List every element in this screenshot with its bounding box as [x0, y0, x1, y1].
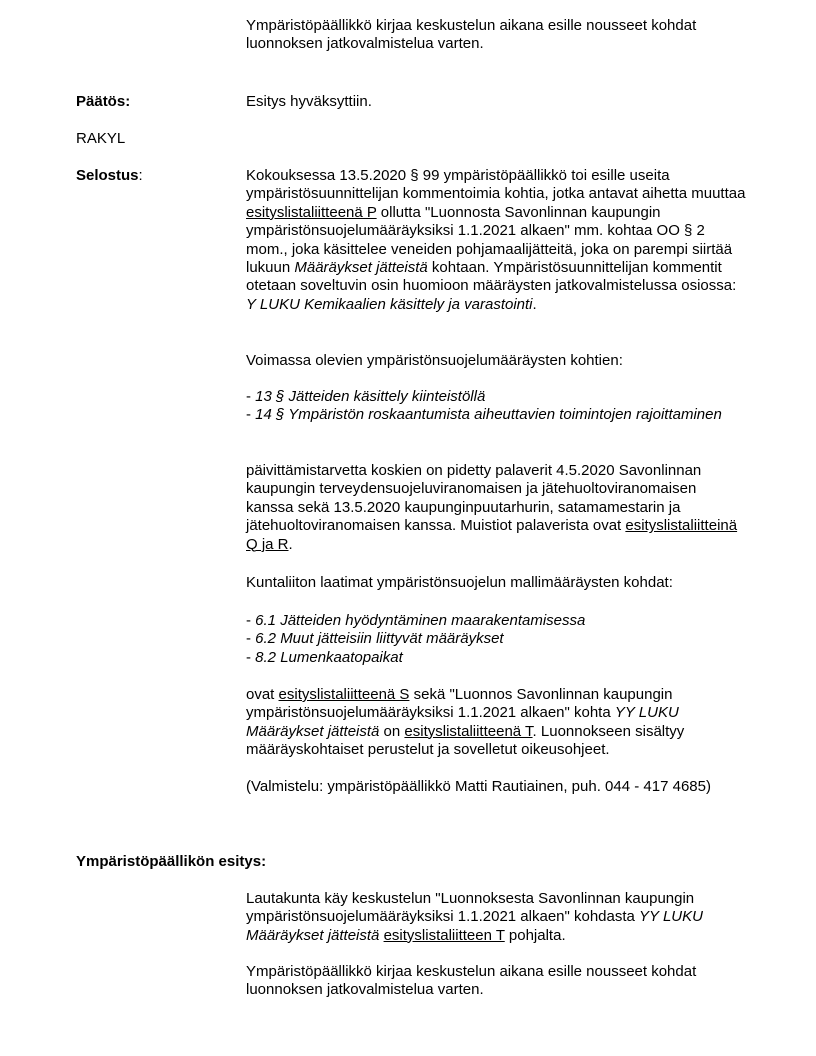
list-item [246, 649, 746, 667]
rakyl-label: RAKYL [76, 130, 126, 147]
attachment-link-t-2[interactable]: esityslistaliitteen T [383, 926, 505, 944]
top-paragraph [246, 17, 746, 54]
selostus-label-colon: : [138, 167, 143, 184]
selostus-paragraph-3 [246, 462, 746, 554]
regulation-list-2 [246, 612, 746, 667]
attachment-link-t[interactable]: esityslistaliitteenä T [404, 722, 533, 740]
esitys-paragraph-1 [246, 890, 746, 945]
esitys-p1-italic: YY LUKU Määräykset jätteistä [246, 908, 703, 944]
selostus-p1-text-d: . [532, 295, 537, 313]
selostus-p1-text-b: ollutta "Luonnosta Savonlinnan kaupungin ympäristönsuojelumääräyksiksi 1.1.2021 alkaen" mm. kohtaa OO § 2 mom., joka käsittelee veneiden pohjamaalijätteitä, joka on parempi siirtää lukuun [246, 203, 733, 277]
selostus-p5-text-c: on [379, 722, 405, 740]
list-item-dash: - [246, 612, 256, 629]
selostus-p5-text-a: ovat [246, 686, 279, 703]
selostus-label [76, 167, 143, 185]
list-item-text: 13 § Jätteiden käsittely kiinteistöllä [255, 388, 486, 405]
selostus-paragraph-6: (Valmistelu: ympäristöpäällikkö Matti Rautiainen, puh. 044 - 417 4685) [246, 778, 711, 795]
selostus-p1-italic-1: Määräykset jätteistä [294, 259, 428, 277]
esitys-label: Ympäristöpäällikön esitys: [76, 853, 267, 870]
esitys-p1-text-a: Lautakunta käy keskustelun "Luonnoksesta Savonlinnan kaupungin ympäristönsuojelumääräyksiksi 1.1.2021 alkaen" kohdasta [246, 890, 695, 926]
selostus-p1-text-a: Kokouksessa 13.5.2020 § 99 ympäristöpäällikkö toi esille useita ympäristösuunnittelijan kommentoimia kohtia, jotka antavat aihetta muuttaa [246, 167, 746, 203]
selostus-label-text: Selostus [76, 167, 139, 184]
list-item-text: 6.2 Muut jätteisiin liittyvät määräykset [255, 630, 504, 648]
list-item-dash: - [246, 648, 256, 666]
list-item-dash: - [246, 406, 256, 424]
list-item-dash: - [246, 630, 256, 648]
selostus-p5-text-d: . Luonnokseen sisältyy määräyskohtaiset perustelut ja sovelletut oikeusohjeet. [246, 722, 685, 759]
esitys-p1-text-c: pohjalta. [504, 926, 566, 944]
list-item-text: 14 § Ympäristön roskaantumista aiheuttavien toimintojen rajoittaminen [255, 406, 722, 424]
selostus-p3-text-b: . [288, 535, 293, 553]
list-item [246, 630, 746, 648]
paatos-text: Esitys hyväksyttiin. [246, 93, 372, 110]
selostus-paragraph-5 [246, 686, 746, 760]
list-item [246, 406, 746, 424]
top-paragraph-text: Ympäristöpäällikkö kirjaa keskustelun aikana esille nousseet kohdat luonnoksen jatkovalmistelua varten. [246, 17, 697, 53]
regulation-list-1 [246, 388, 746, 425]
attachment-link-s[interactable]: esityslistaliitteenä S [278, 686, 410, 703]
attachment-link-q-r[interactable]: esityslistaliitteinä Q ja R [246, 517, 738, 553]
esitys-paragraph-2: Ympäristöpäällikkö kirjaa keskustelun aikana esille nousseet kohdat luonnoksen jatkovalmistelua varten. [246, 963, 697, 999]
selostus-p1-text-c: kohtaan. Ympäristösuunnittelijan kommentit otetaan soveltuvin osin huomioon määräysten jatkovalmistelussa osiossa: [246, 259, 737, 295]
list-item-text: 8.2 Lumenkaatopaikat [255, 648, 403, 666]
attachment-link-p[interactable]: esityslistaliitteenä P [246, 203, 377, 221]
selostus-p3-text-a: päivittämistarvetta koskien on pidetty palaverit 4.5.2020 Savonlinnan kaupungin terveydensuojeluviranomaisen ja jätehuoltoviranomaisen kanssa sekä 13.5.2020 kaupunginpuutarhurin, satamamestarin ja jätehuoltoviranomaisen kanssa. Muistiot palaverista ovat [246, 462, 702, 535]
list-item-text: 6.1 Jätteiden hyödyntäminen maarakentamisessa [255, 612, 586, 629]
selostus-paragraph-1 [246, 167, 746, 314]
selostus-paragraph-2: Voimassa olevien ympäristönsuojelumääräysten kohtien: [246, 352, 623, 369]
selostus-p5-text-b: sekä "Luonnos Savonlinnan kaupungin ympäristönsuojelumääräyksiksi 1.1.2021 alkaen" kohta [246, 686, 673, 722]
selostus-paragraph-4: Kuntaliiton laatimat ympäristönsuojelun mallimääräysten kohdat: [246, 574, 673, 591]
list-item-dash: - [246, 388, 256, 405]
list-item [246, 612, 746, 630]
selostus-p1-italic-2: Y LUKU Kemikaalien käsittely ja varastointi [246, 295, 533, 313]
selostus-p5-italic: YY LUKU Määräykset jätteistä [246, 704, 679, 740]
list-item [246, 388, 746, 406]
paatos-label: Päätös: [76, 93, 131, 110]
